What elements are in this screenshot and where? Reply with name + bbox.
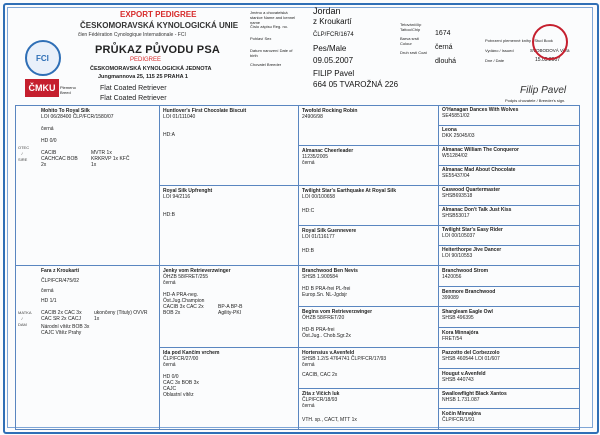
club-name: ČESKOMORAVSKÁ KYNOLOGICKÁ JEDNOTA bbox=[90, 66, 212, 72]
document-title: PRŮKAZ PŮVODU PSA bbox=[95, 44, 221, 56]
sire-grandparent-1 bbox=[302, 108, 432, 120]
ggp-name: Almanac Don't Talk Just Kiss bbox=[442, 207, 512, 213]
grandparent-name: Twilight Star's Earthquake At Royal Silk bbox=[302, 188, 396, 194]
official-stamp-icon bbox=[532, 24, 568, 60]
dam-grandparent-2 bbox=[302, 309, 432, 339]
signature-label: Podpis chovatele / Breeder's sign. bbox=[505, 98, 566, 103]
sire-cell bbox=[41, 108, 151, 168]
parent-name: Royal Silk Upfrenght bbox=[163, 188, 213, 194]
grandparent-title: Europ.Sn. NL-Jgdsjr bbox=[302, 292, 348, 298]
sire-health: HD 0/0 bbox=[41, 138, 57, 144]
studbook-note: Potvrzení plemenné knihy / Stud Book bbox=[485, 38, 553, 43]
ggp-reg: LOI 00/105037 bbox=[442, 233, 476, 239]
dam-extra: ukončeny (Tituly) OVVR 1x bbox=[94, 310, 148, 322]
breeder-signature: Filip Pavel bbox=[520, 85, 567, 96]
colour-label: Barva srsti Colour bbox=[400, 36, 419, 46]
breed-czech: Flat Coated Retriever bbox=[100, 85, 167, 92]
pedigree-table bbox=[15, 105, 580, 430]
ggp-reg: SHSB53017 bbox=[442, 213, 470, 219]
dam-ggp-8 bbox=[442, 411, 577, 423]
grid-line bbox=[298, 105, 299, 430]
owner-label: Chovatel Breeder bbox=[250, 62, 282, 67]
sex-label: Pohlaví Sex bbox=[250, 36, 272, 41]
parent-titles: CACIB 3x CAC 2x BOB 2x bbox=[163, 304, 204, 316]
dam-side-label: MATKA / DAM bbox=[18, 310, 32, 327]
grid-line bbox=[438, 125, 579, 126]
dog-colour: černá bbox=[435, 44, 453, 51]
grid-line bbox=[438, 185, 579, 186]
sire-grandparent-3 bbox=[302, 188, 432, 214]
parent-hd: HD 0/0 bbox=[163, 374, 179, 380]
ggp-name: Kočín Minnajóra bbox=[442, 411, 481, 417]
parent-reg: LOI 94/2116 bbox=[163, 194, 191, 200]
ggp-name: Swallowflight Black Xantos bbox=[442, 391, 507, 397]
parent-name: Huntlover's First Chocolate Biscuit bbox=[163, 108, 247, 114]
ggp-name: Shargleam Eagle Owl bbox=[442, 309, 493, 315]
dam-ggp-7 bbox=[442, 391, 577, 403]
dam-colour: černá bbox=[41, 288, 54, 294]
parent-hd: HD:A bbox=[163, 132, 175, 138]
sire-side-label: OTEC / SIRE bbox=[18, 145, 30, 162]
grandparent-hd: HD:B bbox=[302, 248, 314, 254]
dam-cell bbox=[41, 268, 156, 336]
dam-ggp-4 bbox=[442, 330, 577, 342]
parent-reg: LOI 01/111040 bbox=[163, 114, 196, 120]
ggp-reg: SHSB693518 bbox=[442, 193, 473, 199]
sire-reg: LOI 06/28400 ČLP/FCR/1580/07 bbox=[41, 114, 114, 120]
ggp-reg: SHSB 440743 bbox=[442, 377, 474, 383]
parent-name: Jenky vom Retrieverzwinger bbox=[163, 268, 231, 274]
grandparent-reg: 24906/98 bbox=[302, 114, 323, 120]
grandparent-reg: LOI 01/116177 bbox=[302, 234, 335, 240]
grid-line bbox=[159, 105, 160, 430]
sire-ggp-7 bbox=[442, 227, 577, 239]
coat-label: Druh srsti Coat bbox=[400, 50, 427, 55]
sire-parent-2 bbox=[163, 188, 293, 218]
dog-sex: Pes/Male bbox=[313, 44, 347, 53]
grid-line bbox=[438, 408, 579, 409]
grandparent-reg: 11235/2005 bbox=[302, 154, 329, 160]
grid-line bbox=[159, 185, 299, 186]
grandparent-colour: černá bbox=[302, 403, 315, 409]
dam-titles: CACIB 2x CAC 3x CAC SR 2x CACJ bbox=[41, 310, 82, 322]
ggp-name: Pazzotto del Corbezzolo bbox=[442, 350, 500, 356]
dam-ggp-2 bbox=[442, 289, 577, 301]
ggp-name: Branchwood Strom bbox=[442, 268, 489, 274]
ggp-name: Kora Minnajóra bbox=[442, 330, 479, 336]
dam-grandparent-1 bbox=[302, 268, 432, 298]
sire-titles: CACIB CACHCAC BOB 2x bbox=[41, 150, 78, 168]
parent-hd: HD:B bbox=[163, 212, 175, 218]
grandparent-hd: HD B PRA-frei PL-frei bbox=[302, 286, 351, 292]
ggp-reg: FRET/54 bbox=[442, 336, 463, 342]
ggp-reg: W51284/02 bbox=[442, 153, 468, 159]
parent-titles2: BP-A BP-B Agility-PKI bbox=[218, 304, 243, 316]
dam-ggp-3 bbox=[442, 309, 577, 321]
ggp-name: Heiterthorpe Jive Dancer bbox=[442, 247, 502, 253]
issued-by: SVOBODOVÁ Věra bbox=[530, 48, 570, 53]
dob-label: Datum narození Date of birth bbox=[250, 48, 293, 58]
sire-ggp-1 bbox=[442, 107, 577, 119]
grid-line bbox=[438, 165, 579, 166]
grid-line bbox=[159, 347, 299, 348]
dam-reg: ČLP/FCR/475/02 bbox=[41, 278, 80, 284]
ggp-reg: SHSB 460544 LOI 01/607 bbox=[442, 356, 500, 362]
grandparent-name: Twofold Rocking Robin bbox=[302, 108, 358, 114]
grid-line bbox=[298, 185, 438, 186]
export-pedigree-heading: EXPORT PEDIGREE bbox=[120, 10, 197, 19]
ggp-reg: SE55437/04 bbox=[442, 173, 470, 179]
sire-ggp-8 bbox=[442, 247, 577, 259]
grid-line bbox=[438, 327, 579, 328]
dam-ggp-6 bbox=[442, 371, 577, 383]
ggp-name: Almanac William The Conqueror bbox=[442, 147, 519, 153]
sire-grandparent-4 bbox=[302, 228, 432, 254]
dog-tattoo: 1674 bbox=[435, 30, 451, 37]
grandparent-title: CACIB, CAC 2x bbox=[302, 372, 338, 378]
grandparent-name: Begins vom Retrieverzwinger bbox=[302, 309, 373, 315]
dog-name: Jordan bbox=[313, 6, 341, 16]
grandparent-name: Almanac Cheerleader bbox=[302, 148, 354, 154]
ggp-name: Hougut v.Avenfeld bbox=[442, 371, 486, 377]
parent-reg: ČLP/FCR/27/00 bbox=[163, 356, 199, 362]
dam-parent-2 bbox=[163, 350, 293, 398]
breed-label: Plemeno Breed bbox=[60, 85, 76, 95]
grandparent-colour: černá bbox=[302, 160, 315, 166]
parent-hd: HD-A PRA-neg. bbox=[163, 292, 199, 298]
parent-colour: černá bbox=[163, 280, 176, 286]
sire-ggp-2 bbox=[442, 127, 577, 139]
grid-line bbox=[438, 245, 579, 246]
parent-title: Oblastní vítěz bbox=[163, 392, 194, 398]
ggp-reg: ČLP/FCR/1/91 bbox=[442, 417, 475, 423]
dam-titles2: Národní vítěz BOB 3x CAJC Vítěz Prahy bbox=[41, 324, 90, 336]
ggp-name: Leona bbox=[442, 127, 457, 133]
ggp-reg: 399089 bbox=[442, 295, 459, 301]
grid-line bbox=[438, 145, 579, 146]
grid-line bbox=[438, 347, 579, 348]
dog-owner-address: 664 05 TVAROŽNÁ 226 bbox=[313, 80, 399, 89]
fci-logo-icon bbox=[25, 40, 61, 76]
grid-line bbox=[298, 388, 438, 389]
dam-parent-1 bbox=[163, 268, 293, 316]
ggp-reg: LOI 90/10553 bbox=[442, 253, 473, 259]
dog-coat: dlouhá bbox=[435, 58, 457, 65]
ggp-name: Caswood Quartermaster bbox=[442, 187, 501, 193]
pedigree-subtitle: PEDIGREE bbox=[130, 57, 162, 63]
dam-health: HD 1/1 bbox=[41, 298, 57, 304]
fci-member-text: člen Fédération Cynologique Internationale - FCI bbox=[78, 32, 186, 38]
grid-line bbox=[438, 306, 579, 307]
grid-line bbox=[579, 105, 580, 430]
sire-colour: černá bbox=[41, 126, 54, 132]
sire-ggp-3 bbox=[442, 147, 577, 159]
grid-line bbox=[438, 105, 439, 430]
issue-date: 15.05.2007 bbox=[535, 57, 561, 63]
dam-grandparent-4 bbox=[302, 391, 432, 423]
ggp-name: Almanac Mad About Chocolate bbox=[442, 167, 516, 173]
dog-owner: FILIP Pavel bbox=[313, 69, 355, 78]
grid-line bbox=[298, 306, 438, 307]
cmku-logo-icon: ČMKU bbox=[25, 79, 59, 97]
sire-name: Mohito To Royal Silk bbox=[41, 108, 90, 114]
grid-line bbox=[298, 145, 438, 146]
grandparent-title: VTH. sp., CACT, MTT 1x bbox=[302, 417, 357, 423]
parent-colour: černá bbox=[163, 362, 176, 368]
parent-title: Öst.Jug.Champion bbox=[163, 298, 205, 304]
name-label: Jméno a chovatelská stanice Name and kennel name bbox=[250, 10, 296, 25]
dam-ggp-5 bbox=[442, 350, 577, 362]
grandparent-hd: HD:C bbox=[302, 208, 315, 214]
sire-parent-1 bbox=[163, 108, 293, 138]
ggp-reg: 1420056 bbox=[442, 274, 462, 280]
club-address: Jungmannova 25, 115 25 PRAHA 1 bbox=[98, 74, 188, 80]
grid-line bbox=[438, 388, 579, 389]
sire-ggp-5 bbox=[442, 187, 577, 199]
ggp-name: Benmore Branchwood bbox=[442, 289, 496, 295]
ggp-name: Twilight Star's Easy Rider bbox=[442, 227, 503, 233]
grandparent-reg: LOI 00/100658 bbox=[302, 194, 336, 200]
ggp-reg: SE45851/02 bbox=[442, 113, 470, 119]
sire-titles2: MVTR 1x KRKRVP 1x KFČ 1x bbox=[91, 150, 130, 168]
ggp-reg: DKK 25045/03 bbox=[442, 133, 475, 139]
issued-label: Vydáno / Issued bbox=[485, 48, 514, 53]
grid-line bbox=[438, 225, 579, 226]
grandparent-name: Branchwood Ben Nevis bbox=[302, 268, 358, 274]
date-label: Dne / Date bbox=[485, 58, 505, 63]
grandparent-reg: ČLP/FCR/18/93 bbox=[302, 397, 338, 403]
sire-ggp-6 bbox=[442, 207, 577, 219]
sire-grandparent-2 bbox=[302, 148, 432, 166]
grandparent-reg: SHSB 1.2/S 4764741 ČLP/FCR/17/93 bbox=[302, 356, 387, 362]
grandparent-hd: HD-B PRA-frei bbox=[302, 327, 335, 333]
sire-ggp-4 bbox=[442, 167, 577, 179]
parent-reg: ÖHZB 58/FRET/255 bbox=[163, 274, 209, 280]
ggp-reg: NHSB 1.731.087 bbox=[442, 397, 480, 403]
grid-line bbox=[438, 368, 579, 369]
dam-name: Fara z Kroukartí bbox=[41, 268, 80, 274]
union-name: ČESKOMORAVSKÁ KYNOLOGICKÁ UNIE bbox=[80, 21, 239, 30]
grid-line bbox=[438, 286, 579, 287]
grandparent-name: Zita z Vičích luk bbox=[302, 391, 340, 397]
grid-line bbox=[15, 105, 16, 430]
grandparent-reg: ÖHZB 58/FRET/20 bbox=[302, 315, 345, 321]
grid-line bbox=[438, 205, 579, 206]
dog-regno: ČLP/FCR/1674 bbox=[313, 32, 354, 38]
dam-grandparent-3 bbox=[302, 350, 432, 378]
dam-ggp-1 bbox=[442, 268, 577, 280]
dog-dob: 09.05.2007 bbox=[313, 56, 354, 65]
grid-line bbox=[298, 225, 438, 226]
grandparent-reg: SHSB 1.900584 bbox=[302, 274, 338, 280]
fci-logo-text: FCI bbox=[36, 54, 49, 63]
grandparent-colour: černá bbox=[302, 362, 315, 368]
regno-label: Číslo zápisu Reg. no. bbox=[250, 24, 289, 29]
grandparent-title: Öst.Jug.. Chob.Sgr.2x bbox=[302, 333, 351, 339]
grandparent-name: Royal Silk Guennevere bbox=[302, 228, 357, 234]
grid-line bbox=[298, 347, 438, 348]
ggp-name: O'Hanagan Dances With Wolves bbox=[442, 107, 519, 113]
dog-kennel: z Kroukartí bbox=[313, 17, 352, 26]
ggp-reg: SHSB 496395 bbox=[442, 315, 474, 321]
breed-english: Flat Coated Retriever bbox=[100, 95, 167, 102]
parent-titles: CAC 3x BOB 3x CAJC bbox=[163, 380, 199, 392]
grandparent-name: Hortensius v.Avenfeld bbox=[302, 350, 355, 356]
parent-name: Ida pod Kančím vrchem bbox=[163, 350, 220, 356]
tattoo-label: Tetování/čip Tattoo/Chip bbox=[400, 22, 422, 32]
